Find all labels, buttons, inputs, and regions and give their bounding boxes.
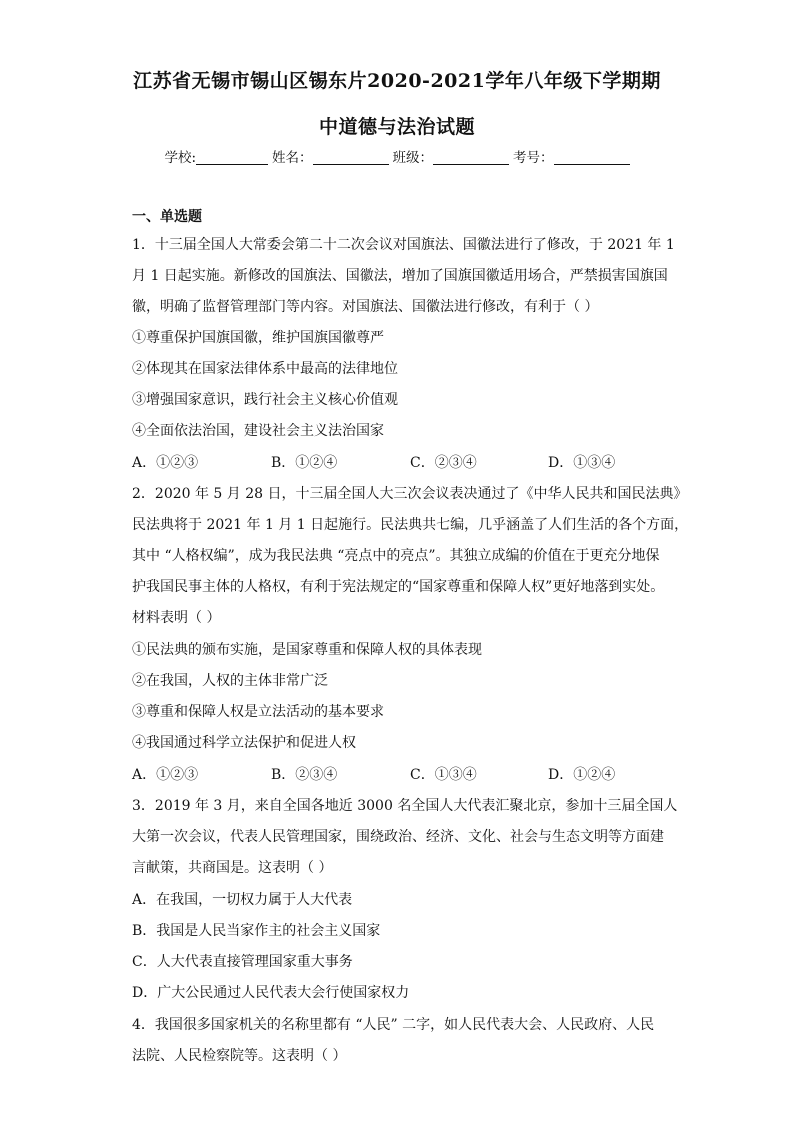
q3-option-d: D．广大公民通过人民代表大会行使国家权力 [132, 985, 410, 1001]
q2-line: 其中 “人格权编”，成为我民法典 “亮点中的亮点”。其独立成编的价值在于更充分地保 [132, 548, 660, 564]
q2-option-a: A．①②③ [132, 767, 199, 783]
class-blank [433, 150, 509, 165]
q2-option-c: C．①③④ [410, 767, 477, 783]
q2-statement: ①民法典的颁布实施，是国家尊重和保障人权的具体表现 [132, 642, 482, 658]
number-blank [554, 150, 630, 165]
name-blank [313, 150, 389, 165]
q2-option-b: B．②③④ [271, 767, 338, 783]
section-title: 一、单选题 [132, 209, 202, 225]
q1-line: 徽，明确了监督管理部门等内容。对国旗法、国徽法进行修改，有利于（ ） [132, 299, 599, 315]
student-info-row [0, 146, 794, 166]
q1-statement: ④全面依法治国，建设社会主义法治国家 [132, 423, 384, 439]
q2-line: 材料表明（ ） [132, 610, 221, 626]
q3-option-b: B．我国是人民当家作主的社会主义国家 [132, 923, 381, 939]
q1-statement: ①尊重保护国旗国徽，维护国旗国徽尊严 [132, 330, 384, 346]
q1-option-d: D．①③④ [548, 455, 616, 471]
q3-line: 3．2019 年 3 月，来自全国各地近 3000 名全国人大代表汇聚北京，参加十三届全国人 [132, 798, 678, 814]
q1-line: 月 1 日起实施。新修改的国旗法、国徽法，增加了国旗国徽适用场合，严禁损害国旗国 [132, 268, 668, 284]
q1-line: 1．十三届全国人大常委会第二十二次会议对国旗法、国徽法进行了修改，于 2021 年 1 [132, 237, 675, 253]
q2-statement: ②在我国，人权的主体非常广泛 [132, 673, 328, 689]
q3-option-a: A．在我国，一切权力属于人大代表 [132, 892, 353, 908]
q4-line: 法院、人民检察院等。这表明（ ） [132, 1048, 347, 1064]
q3-line: 大第一次会议，代表人民管理国家，围绕政治、经济、文化、社会与生态文明等方面建 [132, 829, 664, 845]
exam-title-line2: 中道德与法治试题 [318, 116, 475, 138]
q3-line: 言献策，共商国是。这表明（ ） [132, 860, 333, 876]
q2-line: 民法典将于 2021 年 1 月 1 日起施行。民法典共七编，几乎涵盖了人们生活的各个方面， [132, 517, 689, 533]
q1-option-c: C．②③④ [410, 455, 477, 471]
q1-statement: ③增强国家意识，践行社会主义核心价值观 [132, 392, 398, 408]
q2-line: 护我国民事主体的人格权，有利于宪法规定的“国家尊重和保障人权”更好地落到实处。 [132, 579, 665, 595]
exam-title-line1: 江苏省无锡市锡山区锡东片2020-2021学年八年级下学期期 [133, 70, 661, 92]
q1-statement: ②体现其在国家法律体系中最高的法律地位 [132, 361, 398, 377]
q3-option-c: C．人大代表直接管理国家重大事务 [132, 954, 353, 970]
q2-option-d: D．①②④ [548, 767, 616, 783]
q1-option-b: B．①②④ [271, 455, 338, 471]
name-label: 姓名： [272, 150, 313, 166]
q1-option-a: A．①②③ [132, 455, 199, 471]
q4-line: 4．我国很多国家机关的名称里都有 “人民” 二字，如人民代表大会、人民政府、人民 [132, 1017, 655, 1033]
q2-statement: ④我国通过科学立法保护和促进人权 [132, 735, 356, 751]
q2-line: 2．2020 年 5 月 28 日，十三届全国人大三次会议表决通过了《中华人民共和国民法典》 [132, 486, 688, 502]
school-label: 学校: [164, 150, 197, 166]
q2-statement: ③尊重和保障人权是立法活动的基本要求 [132, 704, 384, 720]
school-blank [196, 150, 268, 165]
number-label: 考号： [513, 150, 554, 166]
class-label: 班级： [392, 150, 434, 166]
